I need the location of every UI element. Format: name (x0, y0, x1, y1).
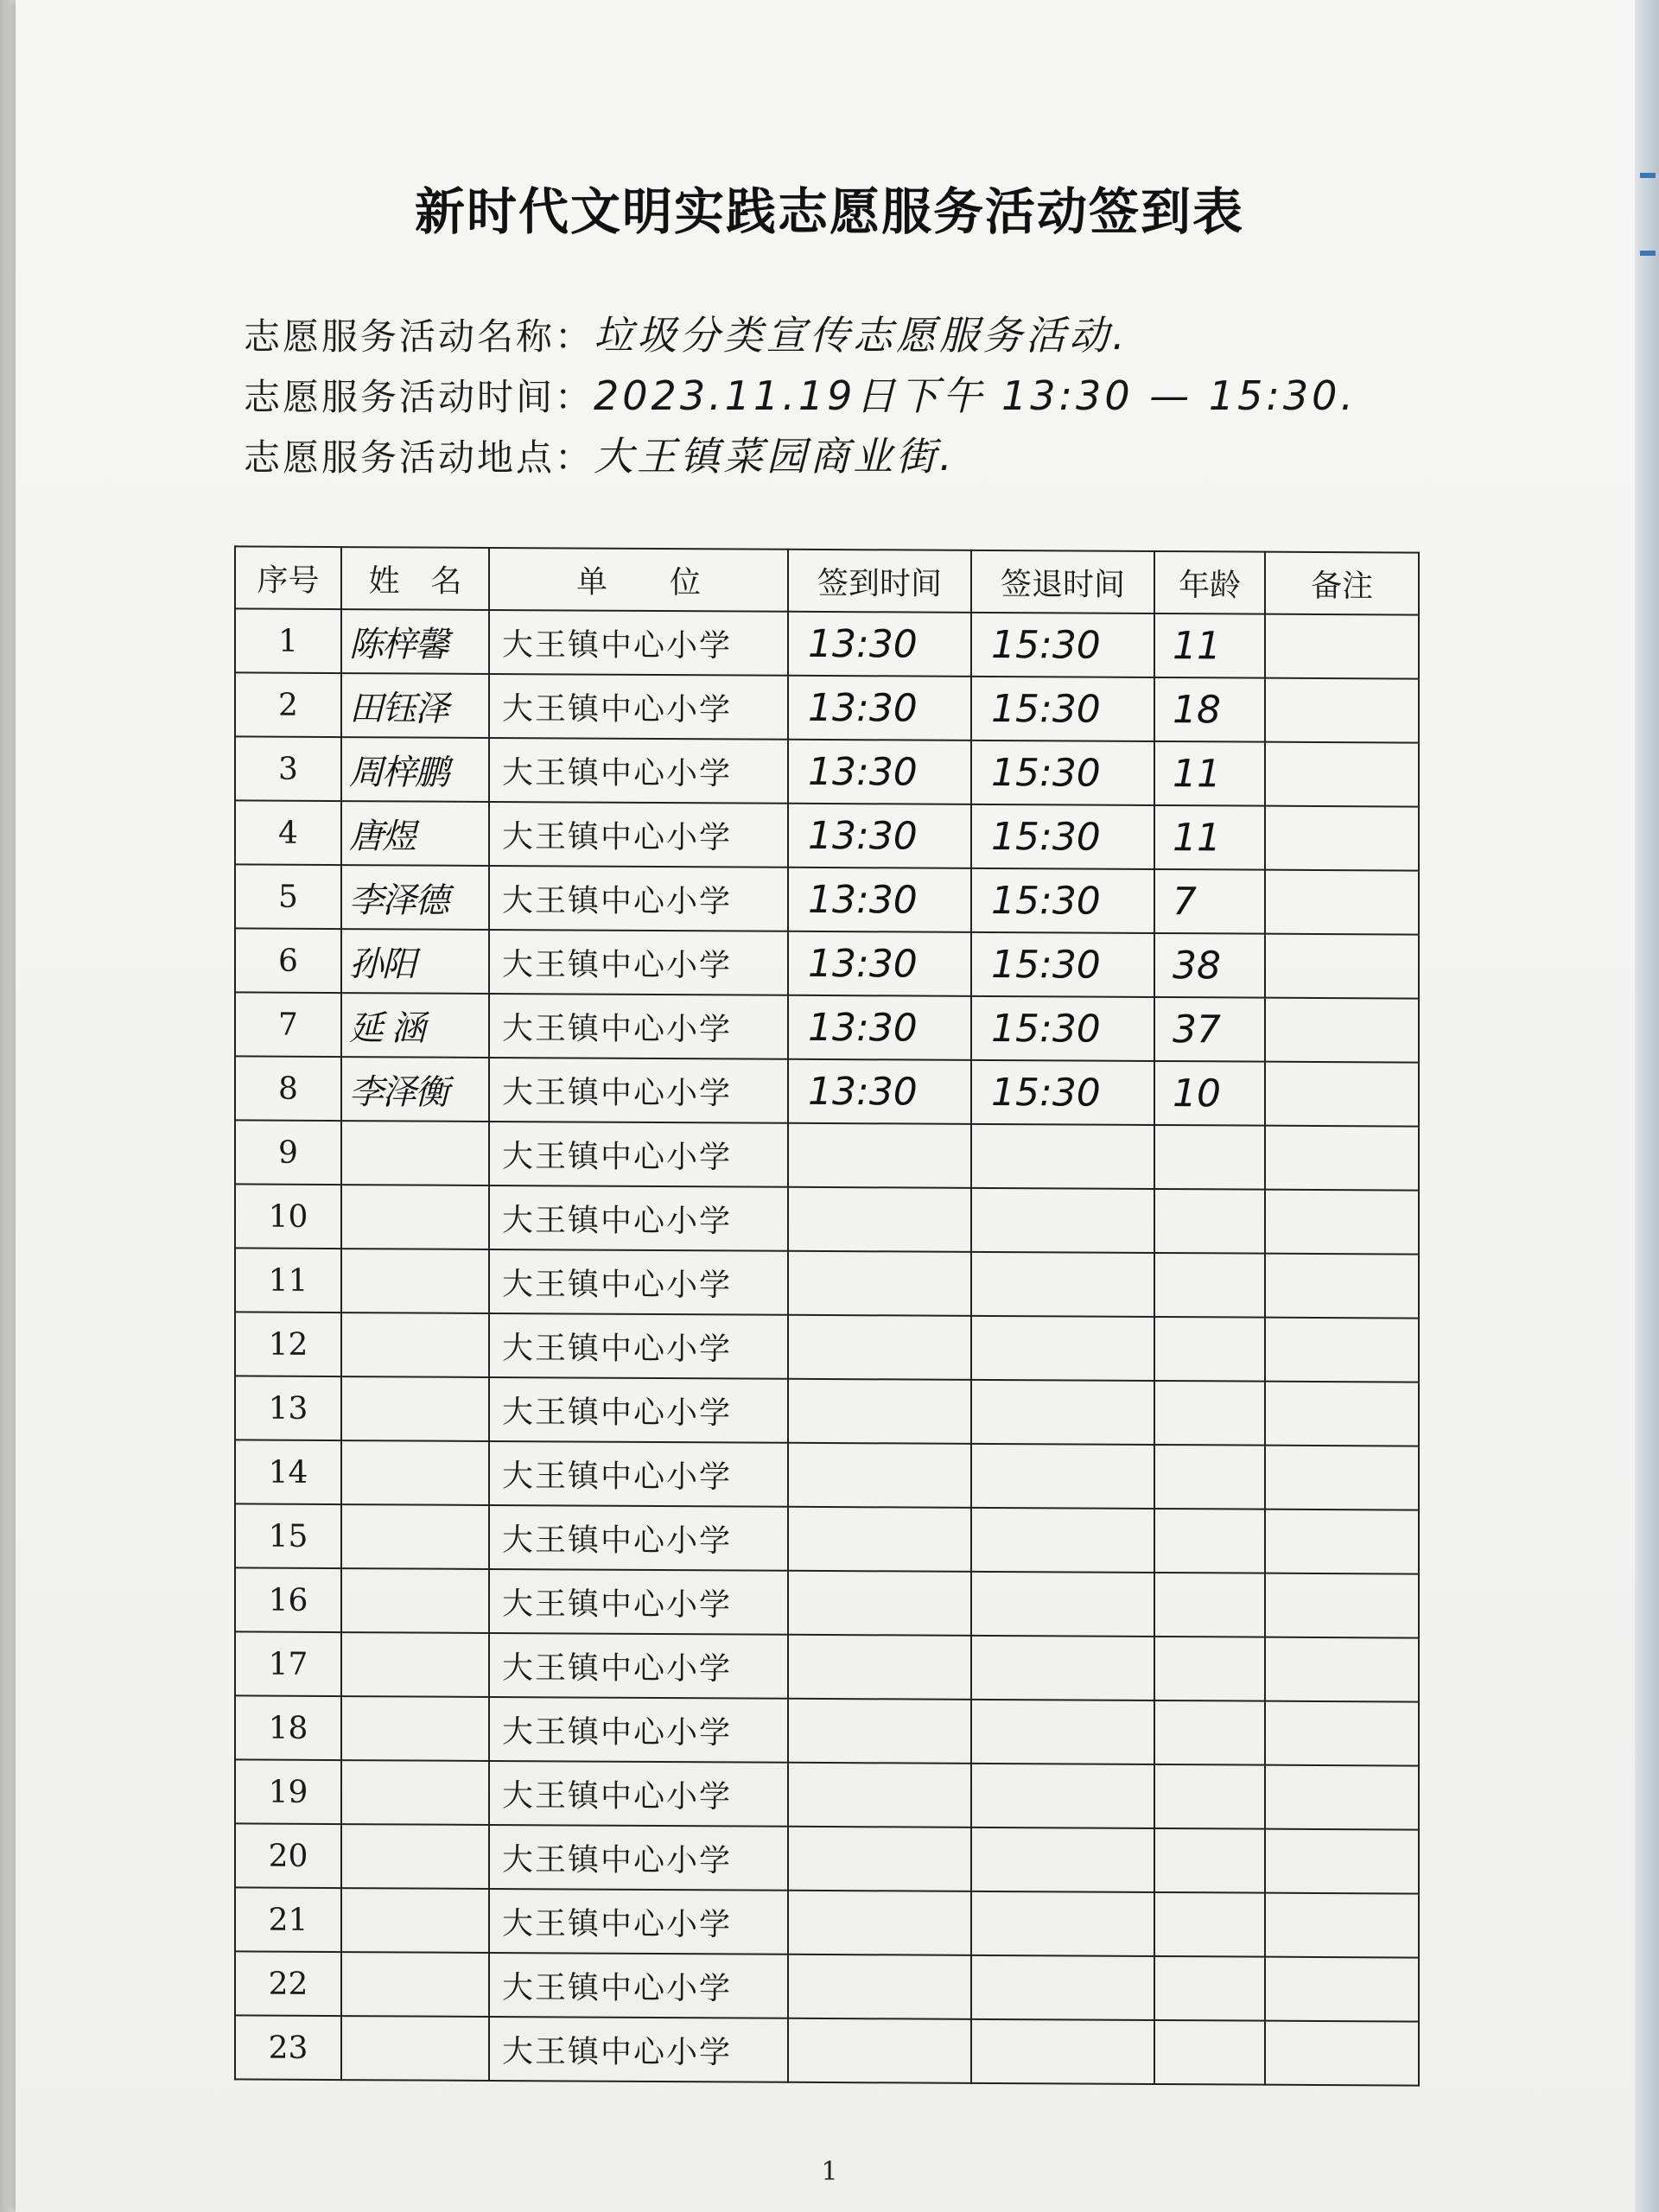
row-name-signature (341, 1632, 489, 1697)
row-signout-time: 15:30 (971, 932, 1154, 997)
edge-marker (1640, 251, 1656, 256)
row-note (1265, 1893, 1419, 1958)
row-unit: 大王镇中心小学 (489, 1505, 788, 1571)
row-signout-time (971, 1891, 1154, 1956)
header-signout-time: 签退时间 (971, 550, 1154, 613)
table-row (235, 1759, 1419, 1829)
row-seq: 8 (235, 1056, 341, 1121)
row-note (1265, 2021, 1419, 2086)
row-name-signature: 李泽德 (341, 865, 489, 930)
row-seq: 4 (235, 800, 341, 865)
row-note (1265, 742, 1419, 807)
row-signin-time (788, 1571, 971, 1636)
row-signout-time (971, 1955, 1154, 2020)
row-age (1154, 1509, 1265, 1573)
row-unit: 大王镇中心小学 (489, 994, 788, 1059)
table-row (235, 1567, 1419, 1637)
row-note (1265, 1318, 1419, 1382)
header-seq: 序号 (235, 546, 341, 609)
row-signin-time: 13:30 (788, 868, 971, 932)
row-unit: 大王镇中心小学 (489, 866, 788, 931)
row-note (1265, 1701, 1419, 1766)
row-signout-time (971, 1508, 1154, 1573)
table-row (235, 1631, 1419, 1701)
row-age (1154, 1189, 1265, 1254)
table-row (235, 672, 1419, 742)
activity-name-value: 垃圾分类宣传志愿服务活动. (594, 312, 1128, 359)
row-name-signature (341, 1249, 489, 1313)
row-note (1265, 1254, 1419, 1319)
row-unit: 大王镇中心小学 (489, 1313, 788, 1379)
row-note (1265, 870, 1419, 935)
row-age (1154, 2020, 1265, 2085)
row-signin-time (788, 1891, 971, 1955)
row-signin-time: 13:30 (788, 1059, 971, 1124)
row-name-signature (341, 1824, 489, 1889)
row-name-signature (341, 1121, 489, 1185)
row-signout-time: 15:30 (971, 1060, 1154, 1125)
row-age: 10 (1154, 1061, 1265, 1126)
row-signout-time: 15:30 (971, 677, 1154, 741)
row-unit: 大王镇中心小学 (489, 1697, 788, 1763)
row-note (1265, 806, 1419, 871)
row-unit: 大王镇中心小学 (489, 1761, 788, 1827)
table-row (235, 1951, 1419, 2021)
activity-name-label: 志愿服务活动名称： (244, 315, 594, 358)
row-name-signature (341, 1376, 489, 1441)
row-signin-time: 13:30 (788, 804, 971, 868)
row-name-signature (341, 1760, 489, 1825)
row-note (1265, 998, 1419, 1063)
row-unit: 大王镇中心小学 (489, 1825, 788, 1891)
background-edge (1635, 0, 1659, 2212)
row-seq: 6 (235, 928, 341, 993)
activity-place-line (244, 425, 956, 482)
row-signout-time (971, 1636, 1154, 1700)
row-note (1265, 1637, 1419, 1702)
table-header-row (235, 546, 1419, 614)
row-signin-time (788, 1123, 971, 1188)
row-name-signature (341, 1313, 489, 1377)
row-signout-time (971, 1827, 1154, 1892)
row-seq: 12 (235, 1312, 341, 1376)
row-name-signature: 李泽衡 (341, 1057, 489, 1122)
row-name-signature (341, 1888, 489, 1953)
row-age: 18 (1154, 677, 1265, 742)
row-age (1154, 1573, 1265, 1637)
row-name-signature (341, 1440, 489, 1505)
row-signin-time: 13:30 (788, 995, 971, 1060)
row-unit: 大王镇中心小学 (489, 1122, 788, 1187)
row-age: 37 (1154, 997, 1265, 1062)
row-seq: 14 (235, 1440, 341, 1504)
row-signout-time: 15:30 (971, 804, 1154, 869)
page-number: 1 (821, 2157, 838, 2187)
table-row (235, 1312, 1419, 1382)
row-age (1154, 1445, 1265, 1510)
row-note (1265, 1573, 1419, 1638)
row-note (1265, 1382, 1419, 1446)
row-age: 11 (1154, 741, 1265, 806)
row-signout-time (971, 2019, 1154, 2084)
row-signin-time (788, 1827, 971, 1891)
document-title: 新时代文明实践志愿服务活动签到表 (414, 182, 1244, 241)
row-note (1265, 1957, 1419, 2022)
row-signout-time (971, 1124, 1154, 1189)
row-unit: 大王镇中心小学 (489, 1953, 788, 2018)
row-unit: 大王镇中心小学 (489, 930, 788, 995)
row-age (1154, 1828, 1265, 1893)
row-signout-time (971, 1764, 1154, 1828)
row-signin-time: 13:30 (788, 931, 971, 996)
row-seq: 5 (235, 864, 341, 929)
table-row (235, 736, 1419, 806)
row-unit: 大王镇中心小学 (489, 610, 788, 676)
row-unit: 大王镇中心小学 (489, 1569, 788, 1635)
row-seq: 13 (235, 1376, 341, 1440)
row-signin-time: 13:30 (788, 740, 971, 804)
row-unit: 大王镇中心小学 (489, 2017, 788, 2082)
activity-time-label: 志愿服务活动时间： (244, 376, 594, 418)
row-signin-time (788, 1187, 971, 1252)
row-name-signature (341, 1185, 489, 1249)
row-seq: 22 (235, 1951, 341, 2016)
row-seq: 10 (235, 1184, 341, 1249)
table-row (235, 1184, 1419, 1254)
row-signin-time (788, 1443, 971, 1508)
row-seq: 19 (235, 1759, 341, 1824)
row-age (1154, 1253, 1265, 1318)
row-name-signature: 孙阳 (341, 929, 489, 994)
row-seq: 9 (235, 1120, 341, 1185)
row-signin-time (788, 1315, 971, 1380)
row-note (1265, 934, 1419, 999)
table-row (235, 1376, 1419, 1446)
row-seq: 2 (235, 672, 341, 737)
table-row (235, 800, 1419, 870)
row-age: 7 (1154, 869, 1265, 934)
table-row (235, 608, 1419, 678)
activity-name-line (244, 304, 1128, 361)
row-name-signature (341, 1568, 489, 1633)
row-signin-time (788, 1251, 971, 1316)
table-row (235, 1056, 1419, 1126)
row-name-signature: 唐煜 (341, 801, 489, 866)
row-signin-time (788, 1955, 971, 2019)
row-unit: 大王镇中心小学 (489, 1249, 788, 1315)
row-signin-time (788, 2018, 971, 2083)
row-signin-time (788, 1763, 971, 1827)
header-signin-time: 签到时间 (788, 550, 971, 613)
row-signout-time (971, 1316, 1154, 1381)
row-note (1265, 1446, 1419, 1510)
row-age: 11 (1154, 805, 1265, 870)
table-row (235, 2015, 1419, 2085)
activity-time-value: 2023.11.19日下午 13:30 — 15:30. (594, 372, 1357, 419)
row-age (1154, 1317, 1265, 1382)
row-seq: 11 (235, 1248, 341, 1313)
row-signout-time (971, 1444, 1154, 1509)
row-age (1154, 1892, 1265, 1957)
row-seq: 15 (235, 1503, 341, 1568)
row-age: 11 (1154, 613, 1265, 678)
table-row (235, 1823, 1419, 1893)
row-unit: 大王镇中心小学 (489, 1633, 788, 1699)
row-signin-time (788, 1699, 971, 1764)
row-age (1154, 1637, 1265, 1701)
row-seq: 17 (235, 1631, 341, 1696)
row-unit: 大王镇中心小学 (489, 674, 788, 740)
header-name: 姓 名 (341, 547, 489, 610)
row-name-signature (341, 1504, 489, 1569)
table-row (235, 992, 1419, 1062)
row-age (1154, 1956, 1265, 2021)
row-age (1154, 1700, 1265, 1765)
header-note: 备注 (1265, 552, 1419, 615)
row-seq: 21 (235, 1887, 341, 1952)
row-note (1265, 1765, 1419, 1830)
row-age (1154, 1764, 1265, 1829)
row-seq: 20 (235, 1823, 341, 1888)
table-row (235, 864, 1419, 934)
row-name-signature (341, 1696, 489, 1761)
row-signin-time (788, 1507, 971, 1572)
activity-place-value: 大王镇菜园商业街. (594, 433, 956, 480)
row-name-signature (341, 1952, 489, 2017)
row-signout-time: 15:30 (971, 868, 1154, 933)
table-row (235, 1440, 1419, 1510)
table-row (235, 1887, 1419, 1957)
row-seq: 1 (235, 608, 341, 673)
row-unit: 大王镇中心小学 (489, 1058, 788, 1123)
row-seq: 23 (235, 2015, 341, 2080)
row-note (1265, 1829, 1419, 1894)
table-row (235, 928, 1419, 998)
row-seq: 3 (235, 736, 341, 801)
row-unit: 大王镇中心小学 (489, 1889, 788, 1955)
activity-place-label: 志愿服务活动地点： (244, 436, 594, 479)
row-note (1265, 1062, 1419, 1127)
row-seq: 7 (235, 992, 341, 1057)
row-signout-time (971, 1188, 1154, 1253)
row-signin-time (788, 1635, 971, 1700)
row-unit: 大王镇中心小学 (489, 1441, 788, 1507)
row-note (1265, 1126, 1419, 1191)
row-signout-time (971, 1252, 1154, 1317)
row-age: 38 (1154, 933, 1265, 998)
row-signin-time (788, 1379, 971, 1444)
row-signout-time (971, 1380, 1154, 1445)
row-signout-time: 15:30 (971, 996, 1154, 1061)
row-note (1265, 1510, 1419, 1574)
header-age: 年龄 (1154, 551, 1265, 614)
row-note (1265, 614, 1419, 679)
signin-table (234, 545, 1420, 2086)
row-unit: 大王镇中心小学 (489, 738, 788, 804)
row-name-signature: 周梓鹏 (341, 737, 489, 802)
row-seq: 18 (235, 1695, 341, 1760)
row-signin-time: 13:30 (788, 612, 971, 677)
row-signout-time (971, 1572, 1154, 1637)
row-signout-time (971, 1700, 1154, 1764)
row-name-signature (341, 2016, 489, 2081)
table-row (235, 1503, 1419, 1573)
row-age (1154, 1125, 1265, 1190)
row-signin-time: 13:30 (788, 676, 971, 741)
row-unit: 大王镇中心小学 (489, 1377, 788, 1443)
row-note (1265, 678, 1419, 743)
row-name-signature: 田钰泽 (341, 673, 489, 738)
activity-time-line (244, 365, 1357, 422)
row-name-signature: 陈梓馨 (341, 609, 489, 674)
row-unit: 大王镇中心小学 (489, 1185, 788, 1251)
row-name-signature: 延 涵 (341, 993, 489, 1058)
row-signout-time: 15:30 (971, 741, 1154, 805)
table-row (235, 1248, 1419, 1318)
row-seq: 16 (235, 1567, 341, 1632)
row-age (1154, 1381, 1265, 1446)
row-note (1265, 1190, 1419, 1255)
row-signout-time: 15:30 (971, 613, 1154, 677)
header-unit: 单 位 (489, 548, 788, 612)
table-row (235, 1120, 1419, 1190)
row-unit: 大王镇中心小学 (489, 802, 788, 868)
table-row (235, 1695, 1419, 1765)
